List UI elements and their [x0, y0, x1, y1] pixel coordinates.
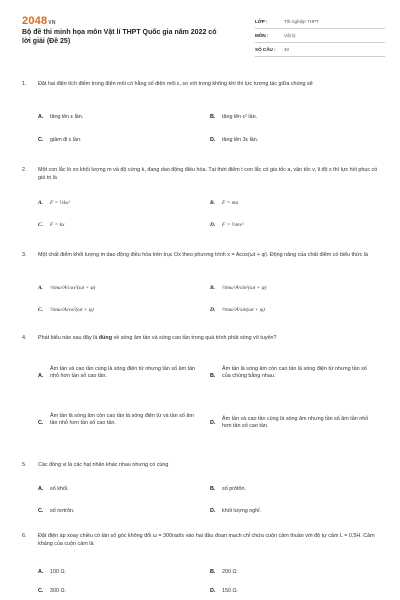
stem-text: về sóng âm tần và sóng cao tần trong quá trình phát sóng vô tuyến?: [112, 335, 277, 341]
question-number: 3.: [22, 252, 27, 258]
option-text: Âm tần và cao tần cùng là sóng âm nhưng tần số âm tần nhỏ hơn tần số cao tần.: [222, 416, 369, 430]
option-letter: B.: [210, 569, 216, 575]
question-2: [0, 166, 400, 236]
option-letter: B.: [210, 200, 215, 206]
option-letter: D.: [210, 588, 216, 594]
logo-suffix: VN: [48, 20, 56, 26]
question-stem: Một con lắc lò xo khối lượng m và độ cứng k, đang dao động điều hòa. Tại thời điểm t con lắc có gia tốc a, vận tốc v, li độ x thì lực hồi phục có giá trị là: [38, 167, 378, 182]
meta-value: 40: [284, 47, 290, 52]
option-text: tăng lên 3ε lần.: [222, 137, 259, 143]
option-text: tăng lên ε² lần.: [222, 114, 258, 120]
question-stem: Đặt điện áp xoay chiều có tần số góc không đổi ω = 300rad/s vào hai đầu đoạn mạch chỉ chứa cuộn cảm thuần với độ tự cảm L = 0,5H. Cảm kháng của cuộn cảm là: [38, 533, 375, 548]
option-text: 300 Ω.: [50, 588, 67, 594]
option-letter: B.: [210, 373, 216, 379]
option-text: số nơtrôn.: [50, 508, 75, 514]
option-text: F = ½kx²: [50, 200, 71, 206]
option-text: ½mω²A²sin(ωt + φ): [222, 307, 265, 313]
question-stem: Các đồng vị là các hạt nhân khác nhau nhưng có cùng: [38, 462, 169, 468]
question-3: [0, 251, 400, 321]
option-text: Âm tần và cao tần cùng là sóng điện từ nhưng tần số âm tần nhỏ hơn tần số cao tần.: [50, 366, 196, 380]
logo-text: 2048: [22, 15, 48, 27]
option-text: 150 Ω.: [222, 588, 239, 594]
question-number: 6.: [22, 533, 27, 539]
option-letter: B.: [210, 285, 215, 291]
meta-row-subject: [255, 29, 385, 43]
option-text: tăng lên ε lần.: [50, 114, 84, 120]
option-text: số khối.: [50, 486, 69, 492]
site-logo[interactable]: [22, 15, 56, 27]
question-4: [0, 334, 400, 454]
meta-row-class: [255, 15, 385, 29]
option-text: ½mω²Acos²(ωt + φ): [50, 307, 94, 313]
document-title: Bộ đề thi minh họa môn Vật lí THPT Quốc gia năm 2022 có lời giải (Đề 25): [22, 29, 217, 45]
option-letter: B.: [210, 114, 216, 120]
question-number: 5.: [22, 462, 27, 468]
question-6: [0, 532, 400, 600]
option-text: F = ma: [222, 200, 239, 206]
option-letter: B.: [210, 486, 216, 492]
meta-value: Vật lý: [284, 33, 296, 38]
meta-value: Tốt nghiệp THPT: [284, 19, 319, 24]
meta-row-count: [255, 43, 385, 57]
question-number: 4.: [22, 335, 27, 341]
question-5: [0, 461, 400, 521]
option-letter: A.: [38, 200, 43, 206]
option-letter: C.: [38, 420, 44, 426]
option-text: Âm tần là sóng âm còn cao tần là sóng điện từ nhưng tần số của chúng bằng nhau.: [222, 366, 367, 380]
option-letter: A.: [38, 285, 43, 291]
option-text: giảm đi ε lần.: [50, 137, 82, 143]
option-text: F = kx: [50, 222, 65, 228]
option-letter: A.: [38, 569, 44, 575]
option-letter: D.: [210, 420, 216, 426]
option-letter: A.: [38, 114, 44, 120]
question-number: 2.: [22, 167, 27, 173]
option-text: số prôtôn.: [222, 486, 246, 492]
option-letter: A.: [38, 486, 44, 492]
option-letter: C.: [38, 588, 44, 594]
stem-emphasis: đúng: [98, 335, 113, 341]
meta-key: MÔN :: [255, 33, 269, 38]
option-letter: A.: [38, 373, 44, 379]
question-stem: Đặt hai điện tích điểm trong điện môi có hằng số điện môi ε, so với trong không khí thì lực tương tác giữa chúng sẽ: [38, 81, 313, 87]
header: [0, 0, 400, 62]
option-letter: D.: [210, 508, 216, 514]
option-text: khối lượng nghỉ.: [222, 508, 261, 514]
option-text: F = ½mv²: [222, 222, 244, 228]
meta-key: SỐ CÂU :: [255, 47, 276, 52]
option-letter: D.: [210, 137, 216, 143]
option-text: ½mω²A²sin²(ωt + φ): [222, 285, 267, 291]
option-text: Âm tần là sóng âm còn cao tần là sóng điện từ và tần số âm tần nhỏ hơn tần số cao tần.: [50, 413, 194, 427]
option-text: 200 Ω.: [222, 569, 239, 575]
option-letter: D.: [210, 222, 216, 228]
option-text: 100 Ω.: [50, 569, 67, 575]
option-text: ½mω²A²cos²(ωt + φ): [50, 285, 96, 291]
option-letter: D.: [210, 307, 216, 313]
question-1: [0, 80, 400, 150]
question-number: 1.: [22, 81, 27, 87]
question-stem: [38, 334, 383, 342]
option-letter: C.: [38, 222, 43, 228]
meta-key: LỚP :: [255, 19, 268, 24]
meta-table: [255, 15, 385, 57]
option-letter: C.: [38, 307, 43, 313]
question-stem: Một chất điểm khối lượng m dao động điều hòa trên trục Ox theo phương trình x = Acos(ωt + φ). Động năng của chất điểm có biểu thức là: [38, 252, 369, 258]
stem-text: Phát biểu nào sau đây là: [38, 335, 99, 341]
option-letter: C.: [38, 137, 44, 143]
option-letter: C.: [38, 508, 44, 514]
